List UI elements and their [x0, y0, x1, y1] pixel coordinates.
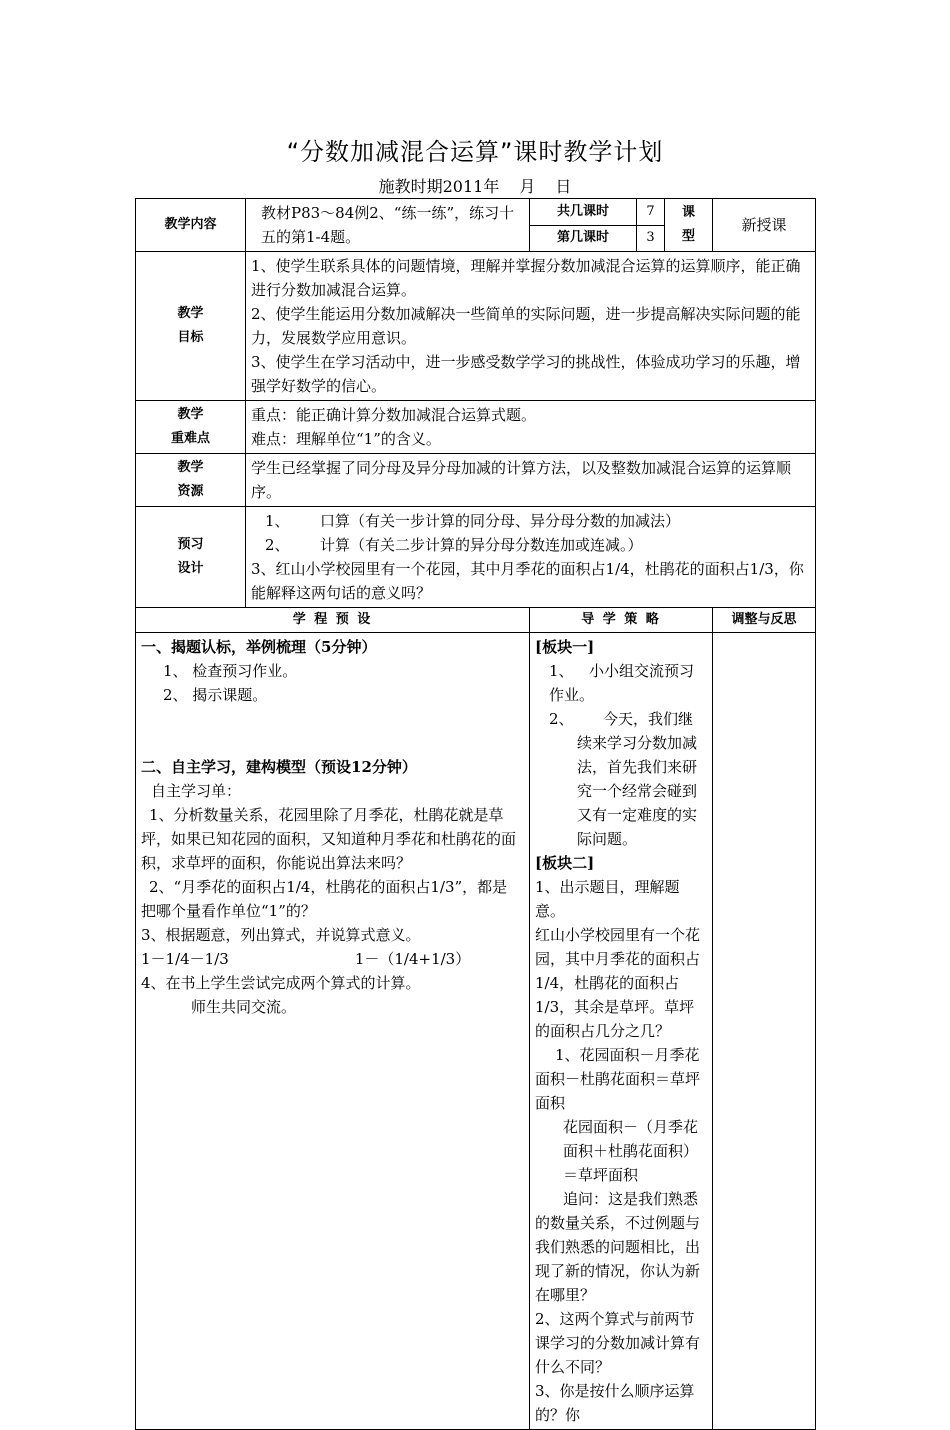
page-title: “分数加减混合运算”课时教学计划 [286, 138, 664, 166]
focus-label: 教学 重难点 [136, 401, 246, 454]
goals-cell [246, 252, 816, 401]
which-lesson-value: 3 [637, 225, 665, 252]
preview-cell: 1、 口算（有关一步计算的同分母、异分母分数的加减法） 2、 计算（有关二步计算的异分母分数连加或连减。） 3、红山小学校园里有一个花园，其中月季花的面积占1/4，杜鹃花的面积占1/3，你能解释这两句话的意义吗？ [246, 507, 816, 608]
preview-item: 口算（有关一步计算的同分母、异分母分数的加减法） [320, 512, 681, 530]
lesson-type-label: 课 型 [665, 199, 713, 252]
header-adjust-reflect: 调整与反思 [713, 608, 816, 633]
resources-cell: 学生已经掌握了同分母及异分母加减的计算方法，以及整数加减混合运算的运算顺序。 [246, 454, 816, 507]
strategy-line: 花园面积－（月季花面积＋杜鹃花面积）＝草坪面积 [563, 1118, 699, 1184]
content-text: 教材P83～84例2、“练一练”，练习十五的第1-4题。 [261, 204, 515, 246]
list-item: 1、 检查预习作业。 [163, 662, 298, 680]
goal-item: 2、使学生能运用分数加减解决一些简单的实际问题，进一步提高解决实际问题的能力，发展数学应用意识。 [251, 305, 801, 347]
key-point: 重点：能正确计算分数加减混合运算式题。 [251, 406, 537, 424]
expression: 1－（1/4+1/3） [354, 950, 471, 968]
total-hours-value: 7 [637, 199, 665, 226]
learning-process-cell [136, 633, 530, 1430]
resources-label: 教学 资源 [136, 454, 246, 507]
teaching-date [0, 174, 950, 197]
section-heading: 一、揭题认标，举例梳理（5分钟） [141, 638, 377, 656]
header-guidance-strategy: 导 学 策 略 [530, 608, 713, 633]
difficult-point: 难点：理解单位“1”的含义。 [251, 430, 441, 448]
lesson-plan-table [135, 198, 816, 1430]
strategy-line: 1、出示题目，理解题意。 [535, 878, 680, 920]
strategy-line: 红山小学校园里有一个花园，其中月季花的面积占1/4，杜鹃花的面积占1/3，其余是草坪。草坪的面积占几分之几？ [535, 926, 701, 1040]
goal-item: 1、使学生联系具体的问题情境，理解并掌握分数加减混合运算的运算顺序，能正确进行分数加减混合运算。 [251, 257, 801, 299]
expressions [141, 947, 519, 971]
preview-item: 3、红山小学校园里有一个花园，其中月季花的面积占1/4，杜鹃花的面积占1/3，你能解释这两句话的意义吗？ [251, 560, 804, 602]
guidance-strategy-cell: [板块一] 1、 小小组交流预习作业。 2、 今天，我们继续来学习分数加减法，首先我们来研究一个经常会碰到又有一定难度的实际问题。 [板块二] 1、出示题目，理解题意。 红山小学校园里有一个花园，其中月季花的面积占1/4，杜鹃花的面积占1/3，其余是草坪。草坪的面积占几分之几？ 1、花园面积－月季花面积－杜鹃花面积＝草坪面积 花园面积－（月季花面积＋杜鹃花面积）＝草坪面积 追问：这是我们熟悉的数量关系，不过例题与我们熟悉的问题相比，出现了新的情况，你认为新在哪里？ 2、这两个算式与前两节课学习的分数加减计算有什么不同？ 3、你是按什么顺序运算的？你 [530, 633, 713, 1430]
lesson-type-value: 新授课 [713, 199, 816, 252]
preview-label: 预习 设计 [136, 507, 246, 608]
preview-item: 计算（有关二步计算的异分母分数连加或连减。） [320, 536, 643, 554]
date-month: 月 [519, 177, 536, 196]
question: 3、根据题意，列出算式，并说算式意义。 [141, 926, 421, 944]
goals-label: 教学 目标 [136, 252, 246, 401]
question: 1、分析数量关系，花园里除了月季花，杜鹃花就是草坪，如果已知花园的面积，又知道种月季花和杜鹃花的面积，求草坪的面积，你能说出算法来吗？ [141, 806, 517, 872]
list-item: 今天，我们继续来学习分数加减法，首先我们来研究一个经常会碰到又有一定难度的实际问题。 [577, 710, 698, 848]
block-heading: [板块二] [535, 854, 595, 872]
strategy-line: 3、你是按什么顺序运算的？你 [535, 1382, 695, 1424]
header-learning-process: 学 程 预 设 [136, 608, 530, 633]
content-cell [246, 199, 530, 252]
goal-item: 3、使学生在学习活动中，进一步感受数学学习的挑战性，体验成功学习的乐趣，增强学好数学的信心。 [251, 353, 801, 395]
self-study-sheet: 自主学习单： [151, 782, 242, 800]
strategy-line: 追问：这是我们熟悉的数量关系，不过例题与我们熟悉的问题相比，出现了新的情况，你认为新在哪里？ [535, 1190, 701, 1304]
strategy-line: 1、花园面积－月季花面积－杜鹃花面积＝草坪面积 [535, 1046, 701, 1112]
total-hours-label: 共几课时 [530, 199, 637, 226]
list-item: 小小组交流预习作业。 [549, 662, 695, 704]
block-heading: [板块一] [535, 638, 595, 656]
expression: 1－1/4－1/3 [141, 950, 229, 968]
question: 2、“月季花的面积占1/4，杜鹃花的面积占1/3”，都是把哪个量看作单位“1”的？ [141, 878, 508, 920]
content-label: 教学内容 [136, 199, 246, 252]
list-item: 2、 揭示课题。 [163, 686, 268, 704]
which-lesson-label: 第几课时 [530, 225, 637, 252]
adjust-reflect-cell [713, 633, 816, 1430]
date-prefix: 施教时期2011年 [378, 177, 500, 196]
strategy-line: 2、这两个算式与前两节课学习的分数加减计算有什么不同？ [535, 1310, 701, 1376]
section-heading: 二、自主学习，建构模型（预设12分钟） [141, 758, 417, 776]
date-day: 日 [555, 177, 572, 196]
share-note: 师生共同交流。 [191, 998, 297, 1016]
question: 4、在书上学生尝试完成两个算式的计算。 [141, 974, 421, 992]
focus-cell [246, 401, 816, 454]
